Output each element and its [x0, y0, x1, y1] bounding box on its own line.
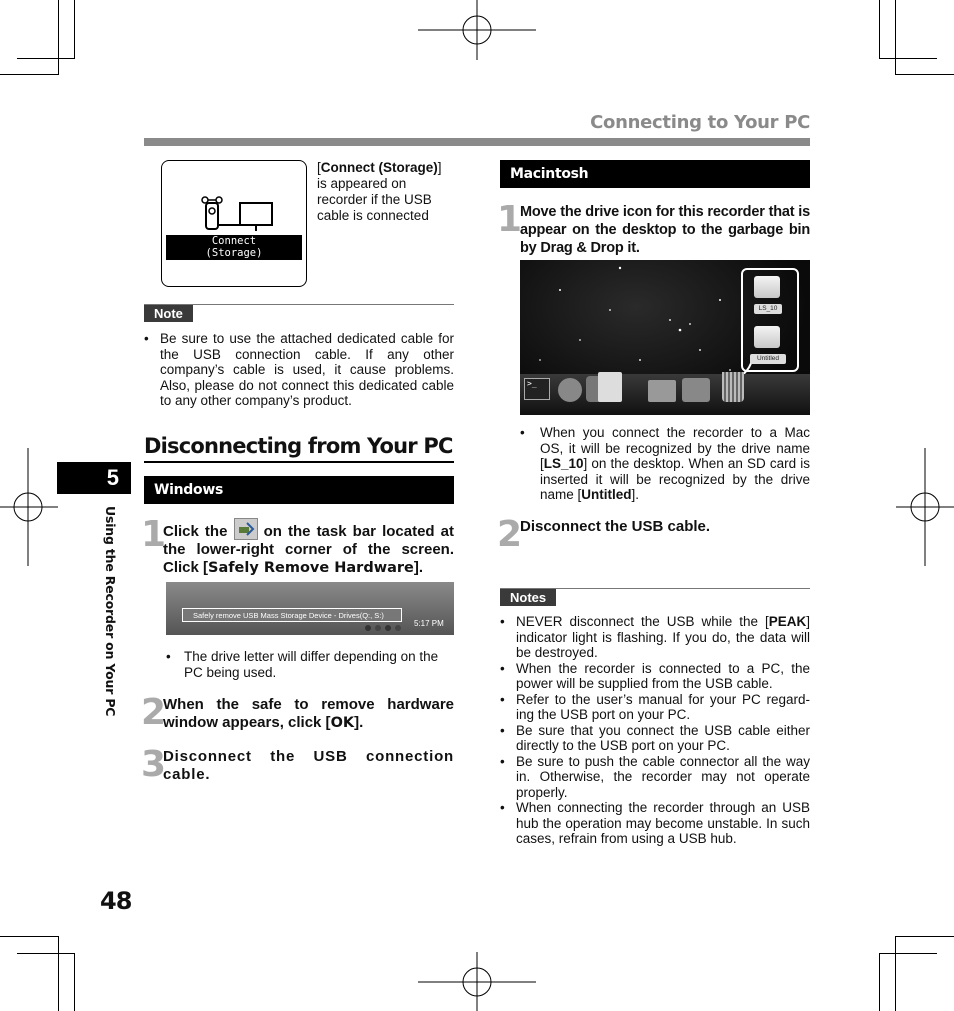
recorder-to-pc-icon	[198, 195, 278, 237]
ok-label: OK	[330, 715, 355, 731]
notes-list	[500, 614, 810, 847]
registration-mark-right	[896, 448, 954, 566]
registration-mark-top	[418, 0, 536, 60]
notes-tag: Notes	[500, 589, 556, 606]
list-item: • Refer to the user’s manual for your PC regard-ing the USB port on your PC.	[500, 691, 810, 722]
windows-taskbar-screenshot	[166, 582, 454, 635]
drive-label-ls10: LS_10	[754, 304, 782, 314]
safely-remove-hardware-label: Safely Remove Hardware	[208, 560, 414, 576]
list-item: • NEVER disconnect the USB while the [PEAK] indicator light is flashing. If you do, the data will be destroyed.	[500, 614, 810, 660]
safely-remove-tray-icon[interactable]	[234, 518, 258, 540]
scissors-icon[interactable]	[598, 372, 622, 402]
mac-desktop-screenshot	[520, 260, 810, 415]
drive-icon-body	[754, 276, 780, 298]
device-label-line2: (Storage)	[205, 247, 263, 259]
downloads-icon[interactable]	[682, 378, 710, 402]
caption-bracket: [	[317, 160, 321, 175]
step-number: 2	[141, 692, 167, 733]
mac-bar: Macintosh	[500, 160, 810, 188]
folder-icon[interactable]	[648, 380, 676, 402]
header-title: Connecting to Your PC	[590, 112, 810, 133]
note-text: Be sure to use the attached dedicated cable for the USB connection cable. If any other company’s cable is used, it cause problems. Also, please do not connect this dedicated cable to any other company’s product.	[160, 331, 454, 408]
list-item: • When the recorder is connected to a PC, the power will be supplied from the USB cable.	[500, 660, 810, 691]
drive-icon[interactable]	[754, 276, 782, 306]
step-number: 1	[497, 199, 523, 240]
note-list	[144, 331, 454, 409]
windows-step1-text: Click the on the task bar located at the lower-right corner of the screen. Click [Safely Remove Hardware].	[163, 518, 454, 577]
device-display	[161, 160, 307, 287]
windows-bar: Windows	[144, 476, 454, 504]
page-number: 48	[100, 887, 132, 915]
list-item: • When you connect the recorder to a Mac OS, it will be recognized by the drive name [LS_10] on the desktop. When an SD card is inserted it will be recognized by the drive name [Untitled].	[520, 425, 810, 502]
list-item: • Be sure to push the cable connector all the way in. Otherwise, the recorder may not operate properly.	[500, 753, 810, 800]
registration-mark-bottom	[418, 952, 536, 1011]
chapter-side-label: Using the Recorder on Your PC	[103, 506, 118, 717]
step-number: 2	[497, 514, 523, 555]
list-item	[144, 331, 454, 409]
chapter-tab: 5	[57, 462, 131, 494]
caption-strong: Connect (Storage)	[320, 160, 438, 175]
drive-icon-body	[754, 326, 780, 348]
mac-bullet-list	[520, 425, 810, 503]
safely-remove-popup[interactable]: Safely remove USB Mass Storage Device - Drives(Q:, S:)	[182, 608, 402, 622]
note-tag: Note	[144, 305, 193, 322]
caption-rest: ] is appeared on recorder if the USB cable is connected	[317, 160, 442, 223]
device-caption	[317, 160, 455, 224]
list-item: • When connecting the recorder through an USB hub the operation may become unstable. In such cases, refrain from using a USB hub.	[500, 800, 810, 846]
terminal-icon[interactable]: >_	[524, 378, 550, 400]
device-display-label	[166, 235, 302, 260]
taskbar-clock: 5:17 PM	[414, 619, 444, 628]
section-title: Disconnecting from Your PC	[144, 434, 453, 458]
windows-bullet-list	[166, 649, 454, 680]
utility-icon[interactable]	[558, 378, 582, 402]
step-number: 3	[141, 744, 167, 785]
registration-mark-left	[0, 448, 58, 566]
trash-icon[interactable]	[722, 372, 744, 402]
windows-step2-text: When the safe to remove hardware window appears, click [OK].	[163, 696, 454, 731]
mac-step1-text: Move the drive icon for this recorder that is appear on the desktop to the garbage bin by Drag & Drop it.	[520, 204, 810, 256]
mac-step2-text: Disconnect the USB cable.	[520, 518, 711, 535]
drive-icon[interactable]	[754, 326, 782, 356]
drive-label-untitled: Untitled	[750, 354, 786, 364]
list-item: • Be sure that you connect the USB cable either directly to the USB port on your PC.	[500, 722, 810, 753]
tray-icons[interactable]	[362, 620, 402, 630]
section-rule	[144, 461, 454, 463]
bullet-dot: •	[144, 331, 149, 346]
device-label-line1: Connect	[211, 235, 257, 247]
step-number: 1	[141, 514, 167, 555]
header-rule	[144, 138, 810, 146]
windows-step3-text: Disconnect the USB connection cable.	[163, 748, 454, 783]
list-item: • The drive letter will differ depending on the PC being used.	[166, 649, 439, 680]
